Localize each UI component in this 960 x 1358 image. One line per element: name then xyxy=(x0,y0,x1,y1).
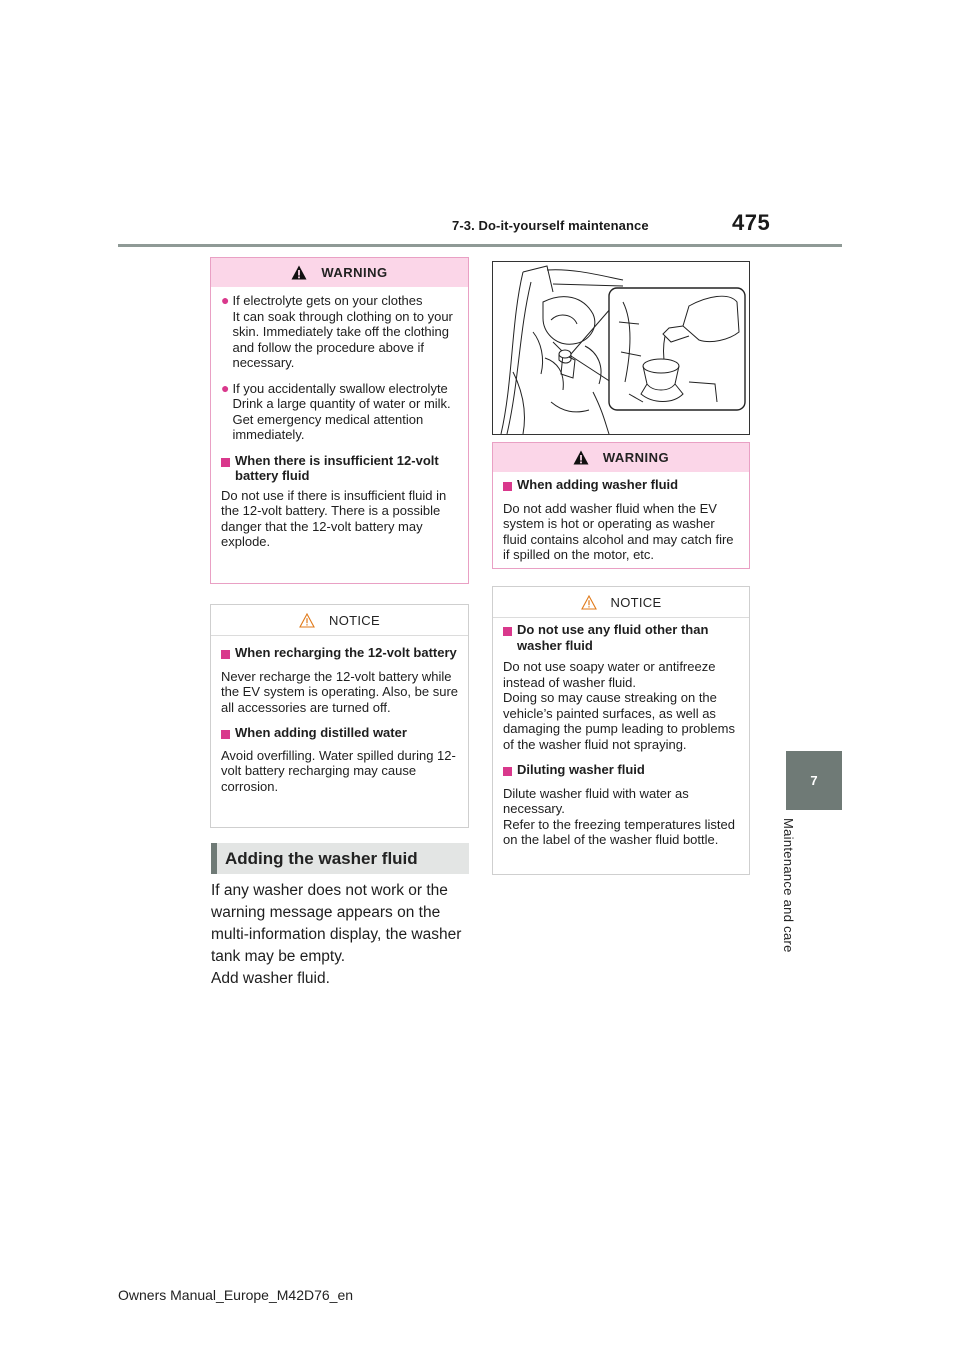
notice-text: Never recharge the 12-volt battery while the EV system is operating. Also, be sure all accessories are turned off. xyxy=(221,668,459,715)
notice-text: Avoid overfilling. Water spilled during 12-volt battery recharging may cause corrosion. xyxy=(221,747,456,794)
bullet-dot-icon: ● xyxy=(221,292,230,308)
washer-tank-illustration xyxy=(492,261,750,435)
warning-item xyxy=(221,381,458,443)
warning-subheading: When there is insufficient 12-volt battery fluid xyxy=(221,453,458,484)
notice-box-recharging xyxy=(210,604,469,828)
notice-title: NOTICE xyxy=(329,612,380,628)
bullet-square-icon xyxy=(221,458,230,467)
warning-subtext: Do not add washer fluid when the EV system is hot or operating as washer fluid contains alcohol and may catch fire if spilled on the motor, etc. xyxy=(503,500,734,562)
chapter-label xyxy=(781,818,811,978)
notice-subheading: When adding distilled water xyxy=(221,725,458,743)
warning-item-text: If you accidentally swallow electrolyte Drink a large quantity of water or milk. Get emergency medical attention immediately. xyxy=(232,380,451,442)
warning-triangle-icon xyxy=(291,265,307,280)
bullet-square-icon xyxy=(221,730,230,739)
section-heading: Adding the washer fluid xyxy=(211,843,469,874)
bullet-square-icon xyxy=(503,767,512,776)
notice-text: Do not use soapy water or antifreeze instead of washer fluid. Doing so may cause streaking on the vehicle’s painted surfaces, as well as damaging the pump leading to problems of the washer fluid not spraying. xyxy=(503,659,735,752)
bullet-dot-icon: ● xyxy=(221,379,230,396)
warning-item xyxy=(221,293,458,371)
warning-subheading: When adding washer fluid xyxy=(503,477,739,495)
chapter-label-text: Maintenance and care xyxy=(781,818,796,953)
chapter-tab[interactable]: 7 xyxy=(786,751,842,810)
washer-illustration-drawing xyxy=(493,262,749,434)
warning-box-electrolyte xyxy=(210,257,469,584)
notice-header xyxy=(211,605,468,636)
notice-text: Dilute washer fluid with water as necessary. Refer to the freezing temperatures listed on the label of the washer fluid bottle. xyxy=(503,785,735,847)
notice-box-washer-fluid xyxy=(492,586,750,875)
warning-title: WARNING xyxy=(602,450,670,465)
warning-header xyxy=(493,443,749,472)
bullet-square-icon xyxy=(503,482,512,491)
warning-subtext: Do not use if there is insufficient fluid in the 12-volt battery. There is a possible danger that the 12-volt battery may explode. xyxy=(221,487,447,549)
warning-header xyxy=(211,258,468,287)
warning-box-washer xyxy=(492,442,750,569)
bullet-square-icon xyxy=(503,627,512,636)
header-rule xyxy=(118,244,842,247)
notice-subheading: Diluting washer fluid xyxy=(503,762,739,780)
warning-triangle-icon xyxy=(573,450,589,465)
notice-header xyxy=(493,587,749,618)
page-number: 475 xyxy=(732,210,771,235)
warning-title: WARNING xyxy=(321,265,388,280)
caution-triangle-icon xyxy=(581,595,597,610)
section-title: 7-3. Do-it-yourself maintenance xyxy=(452,218,649,233)
notice-subheading: When recharging the 12-volt battery xyxy=(221,645,458,663)
notice-subheading: Do not use any fluid other than washer fluid xyxy=(503,622,739,653)
footer-document-id: Owners Manual_Europe_M42D76_en xyxy=(118,1287,354,1303)
caution-triangle-icon xyxy=(299,613,315,628)
warning-item-text: If electrolyte gets on your clothes It can soak through clothing on to your skin. Immediately take off the clothing and follow the procedure above if necessary. xyxy=(232,293,453,370)
bullet-square-icon xyxy=(221,650,230,659)
notice-title: NOTICE xyxy=(610,594,662,610)
intro-paragraph: If any washer does not work or the warning message appears on the multi-information display, the washer tank may be empty. Add washer fluid. xyxy=(211,882,462,987)
